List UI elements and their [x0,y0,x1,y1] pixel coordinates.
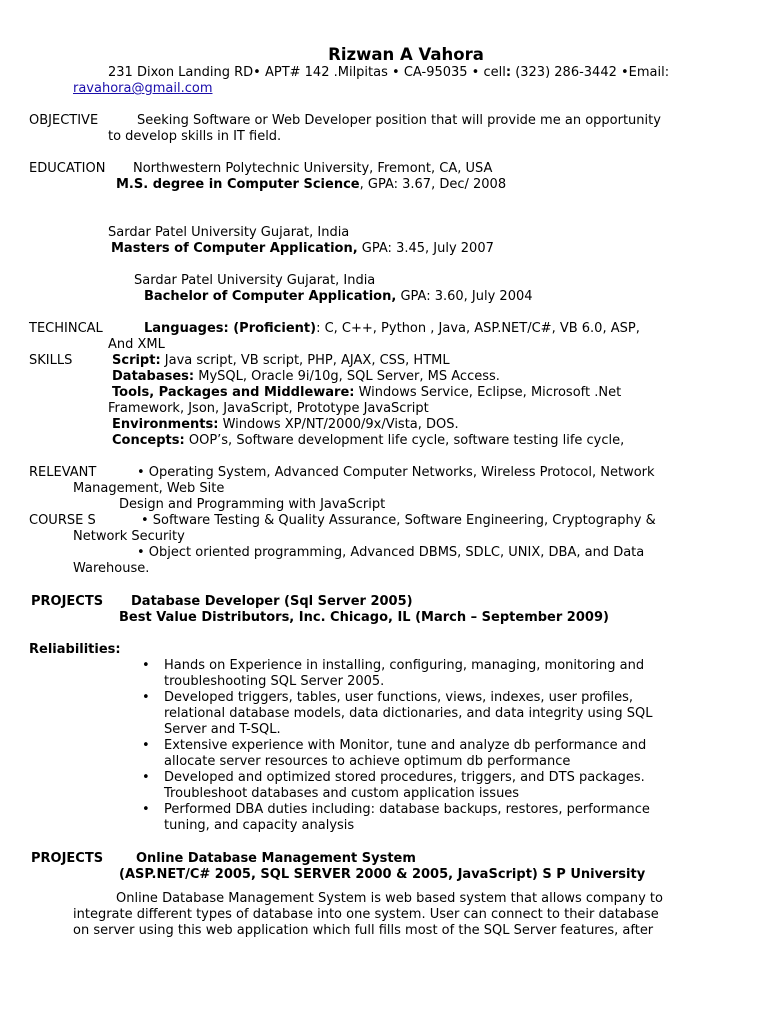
responsibilities-list [130,658,724,834]
bullet-line: • Developed triggers, tables, user functions, views, indexes, user profiles, [164,690,634,705]
project-2-tech: (ASP.NET/C# 2005, SQL SERVER 2000 & 2005, JavaScript) S P University [119,867,646,882]
list-item [130,738,724,770]
databases-label: Databases: [112,369,195,384]
project-1-company: Best Value Distributors, Inc. Chicago, IL (March – September 2009) [119,610,609,625]
cell-colon: : [505,65,512,80]
objective-line-2: to develop skills in IT field. [108,129,282,144]
project-1-title: Database Developer (Sql Server 2005) [131,594,413,609]
projects-label-2: PROJECTS [31,851,104,866]
project-2-desc-3: on server using this web application which full fills most of the SQL Server features, after [73,923,654,938]
degree-title: Masters of Computer Application, [111,241,358,256]
list-item [130,802,724,834]
bullet-line: relational database models, data dictionaries, and data integrity using SQL [164,706,653,721]
courses-label-2: COURSE S [29,513,96,528]
bullet-line: • Hands on Experience in installing, configuring, managing, monitoring and [164,658,645,673]
projects-label-1: PROJECTS [31,594,104,609]
education-school-3: Sardar Patel University Gujarat, India [134,273,376,288]
skills-concepts [112,433,624,449]
responsibilities-label: Reliabilities: [29,642,121,657]
tools-value: Windows Service, Eclipse, Microsoft .Net [354,385,622,400]
project-2-desc-1: Online Database Management System is web based system that allows company to [116,891,663,906]
skills-label-2: SKILLS [29,353,73,368]
bullet-line: • Extensive experience with Monitor, tune and analyze db performance and [164,738,647,753]
cell-phone-text: (323) 286-3442 •Email: [511,65,670,80]
contact-line [108,65,669,81]
course-line-4: • Software Testing & Quality Assurance, Software Engineering, Cryptography & [141,513,656,528]
education-degree-2 [111,241,494,257]
degree-gpa: GPA: 3.60, July 2004 [396,289,533,304]
languages-value: : C, C++, Python , Java, ASP.NET/C#, VB 6.0, ASP, [316,321,640,336]
tools-label: Tools, Packages and Middleware: [112,385,355,400]
languages-label: Languages: (Proficient) [144,321,317,336]
bullet-line: Server and T-SQL. [164,722,281,737]
course-line-1: • Operating System, Advanced Computer Networks, Wireless Protocol, Network [137,465,655,480]
education-degree-1 [116,177,506,193]
degree-gpa: GPA: 3.45, July 2007 [357,241,494,256]
resume-name: Rizwan A Vahora [328,45,484,64]
skills-languages [144,321,640,337]
objective-label: OBJECTIVE [29,113,99,128]
bullet-line: allocate server resources to achieve optimum db performance [164,754,571,769]
course-line-5: Network Security [73,529,185,544]
course-line-6: • Object oriented programming, Advanced DBMS, SDLC, UNIX, DBA, and Data [137,545,645,560]
skills-tools-cont: Framework, Json, JavaScript, Prototype JavaScript [108,401,429,416]
skills-label-1: TECHINCAL [29,321,103,336]
databases-value: MySQL, Oracle 9i/10g, SQL Server, MS Access. [194,369,500,384]
environments-label: Environments: [112,417,219,432]
courses-label-1: RELEVANT [29,465,97,480]
education-school-1: Northwestern Polytechnic University, Fremont, CA, USA [133,161,493,176]
degree-title: M.S. degree in Computer Science [116,177,360,192]
skills-environments [112,417,459,433]
bullet-line: troubleshooting SQL Server 2005. [164,674,385,689]
list-item [130,658,724,690]
project-2-title: Online Database Management System [136,851,416,866]
course-line-2: Management, Web Site [73,481,225,496]
email-link[interactable]: ravahora@gmail.com [73,81,213,96]
concepts-label: Concepts: [112,433,185,448]
environments-value: Windows XP/NT/2000/9x/Vista, DOS. [218,417,459,432]
education-degree-3 [144,289,533,305]
degree-gpa: , GPA: 3.67, Dec/ 2008 [359,177,507,192]
address-text: 231 Dixon Landing RD• APT# 142 .Milpitas • CA-95035 • cell [108,65,506,80]
education-school-2: Sardar Patel University Gujarat, India [108,225,350,240]
objective-line-1: Seeking Software or Web Developer position that will provide me an opportunity [137,113,661,128]
project-2-desc-2: integrate different types of database into one system. User can connect to their database [73,907,659,922]
bullet-line: • Developed and optimized stored procedures, triggers, and DTS packages. [164,770,645,785]
bullet-line: tuning, and capacity analysis [164,818,355,833]
list-item [130,770,724,802]
skills-databases [112,369,500,385]
course-line-7: Warehouse. [73,561,150,576]
course-line-3: Design and Programming with JavaScript [119,497,386,512]
script-label: Script: [112,353,161,368]
list-item [130,690,724,738]
script-value: Java script, VB script, PHP, AJAX, CSS, HTML [160,353,450,368]
concepts-value: OOP’s, Software development life cycle, software testing life cycle, [184,433,625,448]
degree-title: Bachelor of Computer Application, [144,289,397,304]
bullet-line: Troubleshoot databases and custom application issues [164,786,520,801]
skills-tools [112,385,621,401]
education-label: EDUCATION [29,161,106,176]
bullet-line: • Performed DBA duties including: database backups, restores, performance [164,802,650,817]
skills-script [112,353,450,369]
skills-languages-cont: And XML [108,337,165,352]
